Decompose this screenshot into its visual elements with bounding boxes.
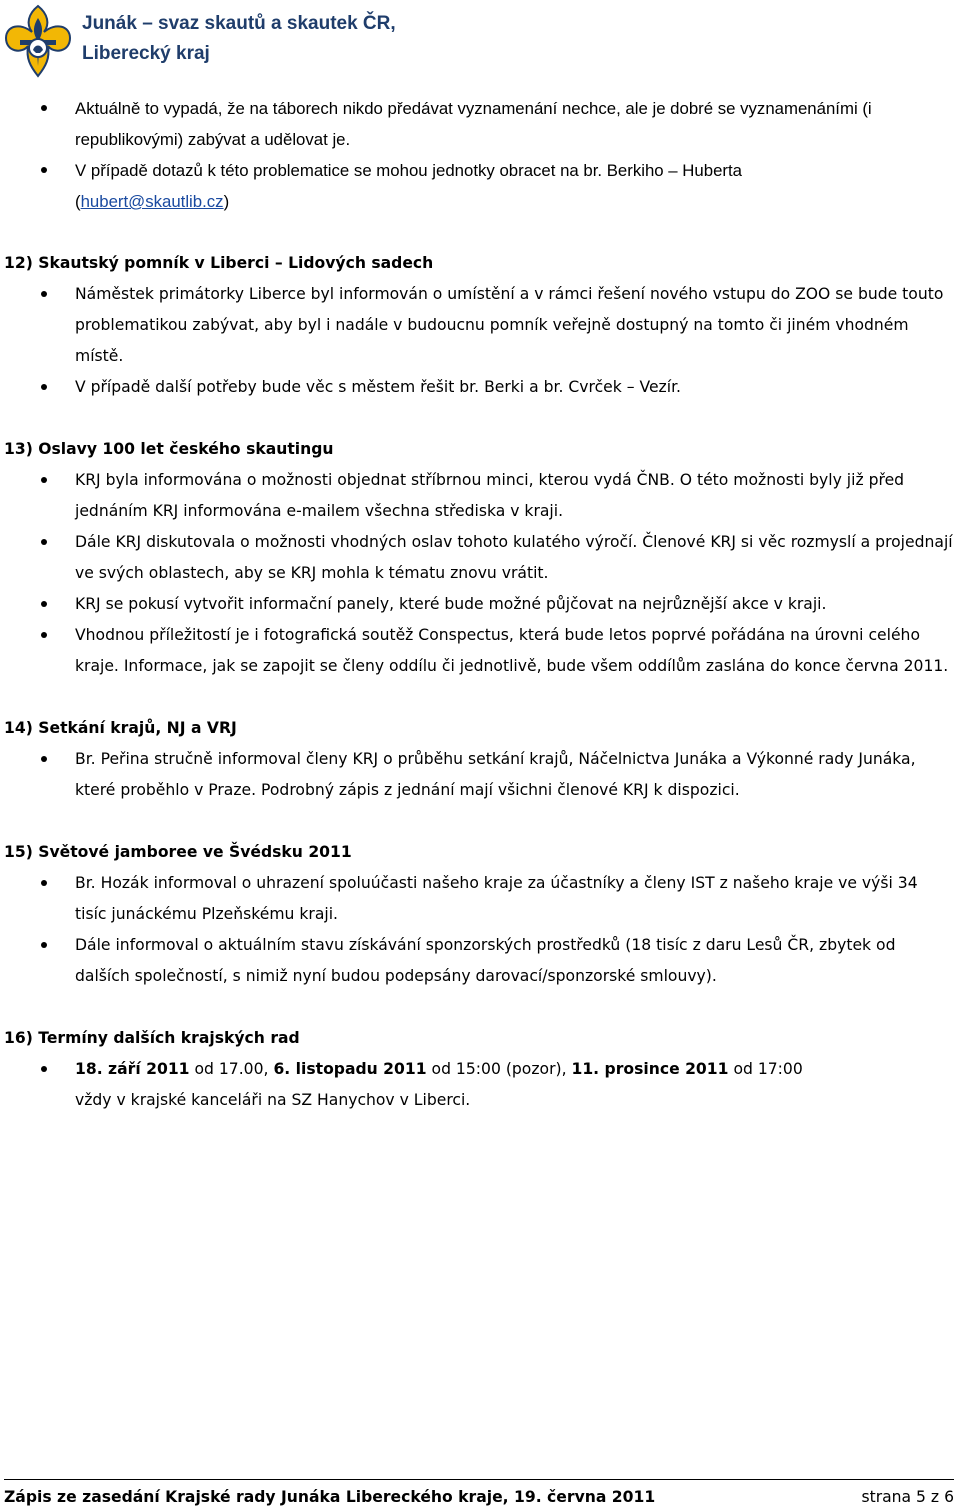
list-item: Dále KRJ diskutovala o možnosti vhodných oslav tohoto kulatého výročí. Členové KRJ si věc rozmyslí a projednají ve svých oblastech, aby se KRJ mohla k tématu znovu vrátit. xyxy=(4,527,954,589)
meeting-date: 6. listopadu 2011 xyxy=(273,1060,427,1078)
section-16-list xyxy=(4,1054,954,1116)
intro-list xyxy=(4,93,954,217)
meeting-time: od 15:00 (pozor), xyxy=(426,1060,572,1078)
list-item: Dále informoval o aktuálním stavu získávání sponzorských prostředků (18 tisíc z daru Lesů ČR, zbytek od dalších společností, s nimiž nyní budou podepsány darovací/sponzorské smlouvy). xyxy=(4,930,954,992)
scout-lily-logo-icon xyxy=(2,4,74,78)
page-header xyxy=(0,0,960,82)
section-heading: 13) Oslavy 100 let českého skautingu xyxy=(4,440,334,458)
header-title xyxy=(82,9,396,69)
section-14-list xyxy=(4,744,954,806)
document-body xyxy=(4,93,954,1116)
paren-close: ) xyxy=(223,192,230,211)
list-item: Aktuálně to vypadá, že na táborech nikdo předávat vyznamenání nechce, ale je dobré se vyznamenáními (i republikovými) zabývat a udělovat je. xyxy=(4,93,954,155)
email-link[interactable]: hubert@skautlib.cz xyxy=(80,192,224,211)
section-heading: 15) Světové jamboree ve Švédsku 2011 xyxy=(4,843,352,861)
footer-divider xyxy=(4,1479,954,1480)
section-13-list xyxy=(4,465,954,682)
meeting-date: 11. prosince 2011 xyxy=(571,1060,729,1078)
section-15-list xyxy=(4,868,954,992)
page-number: strana 5 z 6 xyxy=(861,1488,954,1506)
footer-title: Zápis ze zasedání Krajské rady Junáka Libereckého kraje, 19. června 2011 xyxy=(4,1488,656,1506)
header-title-line2: Liberecký kraj xyxy=(82,43,210,64)
meeting-date: 18. září 2011 xyxy=(75,1060,190,1078)
meeting-place: vždy v krajské kanceláři na SZ Hanychov v Liberci. xyxy=(75,1091,471,1109)
list-item: Br. Peřina stručně informoval členy KRJ o průběhu setkání krajů, Náčelnictva Junáka a Výkonné rady Junáka, které proběhlo v Praze. Podrobný zápis z jednání mají všichni členové KRJ k dispozici. xyxy=(4,744,954,806)
list-item: KRJ byla informována o možnosti objednat stříbrnou minci, kterou vydá ČNB. O této možnosti byly již před jednáním KRJ informována e-mailem všechna střediska v kraji. xyxy=(4,465,954,527)
header-title-line1: Junák – svaz skautů a skautek ČR, xyxy=(82,13,396,34)
list-item: Náměstek primátorky Liberce byl informován o umístění a v rámci řešení nového vstupu do ZOO se bude touto problematikou zabývat, aby byl i nadále v budoucnu pomník veřejně dostupný na tomto či jiném vhodném místě. xyxy=(4,279,954,372)
section-12-list xyxy=(4,279,954,403)
section-heading: 14) Setkání krajů, NJ a VRJ xyxy=(4,719,237,737)
list-item: Br. Hozák informoval o uhrazení spoluúčasti našeho kraje za účastníky a členy IST z našeho kraje ve výši 34 tisíc junáckému Plzeňskému kraji. xyxy=(4,868,954,930)
section-heading: 12) Skautský pomník v Liberci – Lidových sadech xyxy=(4,254,434,272)
section-heading: 16) Termíny dalších krajských rad xyxy=(4,1029,300,1047)
paren-open: ( xyxy=(75,192,81,211)
meeting-time: od 17.00, xyxy=(189,1060,274,1078)
list-item xyxy=(4,155,954,217)
list-item-text: V případě dotazů k této problematice se mohou jednotky obracet na br. Berkiho – Huberta xyxy=(75,161,742,180)
list-item: KRJ se pokusí vytvořit informační panely, které bude možné půjčovat na nejrůznější akce v kraji. xyxy=(4,589,954,620)
list-item: V případě další potřeby bude věc s městem řešit br. Berki a br. Cvrček – Vezír. xyxy=(4,372,954,403)
list-item-dates xyxy=(4,1054,954,1116)
meeting-time: od 17:00 xyxy=(728,1060,803,1078)
list-item: Vhodnou příležitostí je i fotografická soutěž Conspectus, která bude letos poprvé pořádána na úrovni celého kraje. Informace, jak se zapojit se členy oddílu či jednotlivě, bude všem oddílům zaslána do konce června 2011. xyxy=(4,620,954,682)
